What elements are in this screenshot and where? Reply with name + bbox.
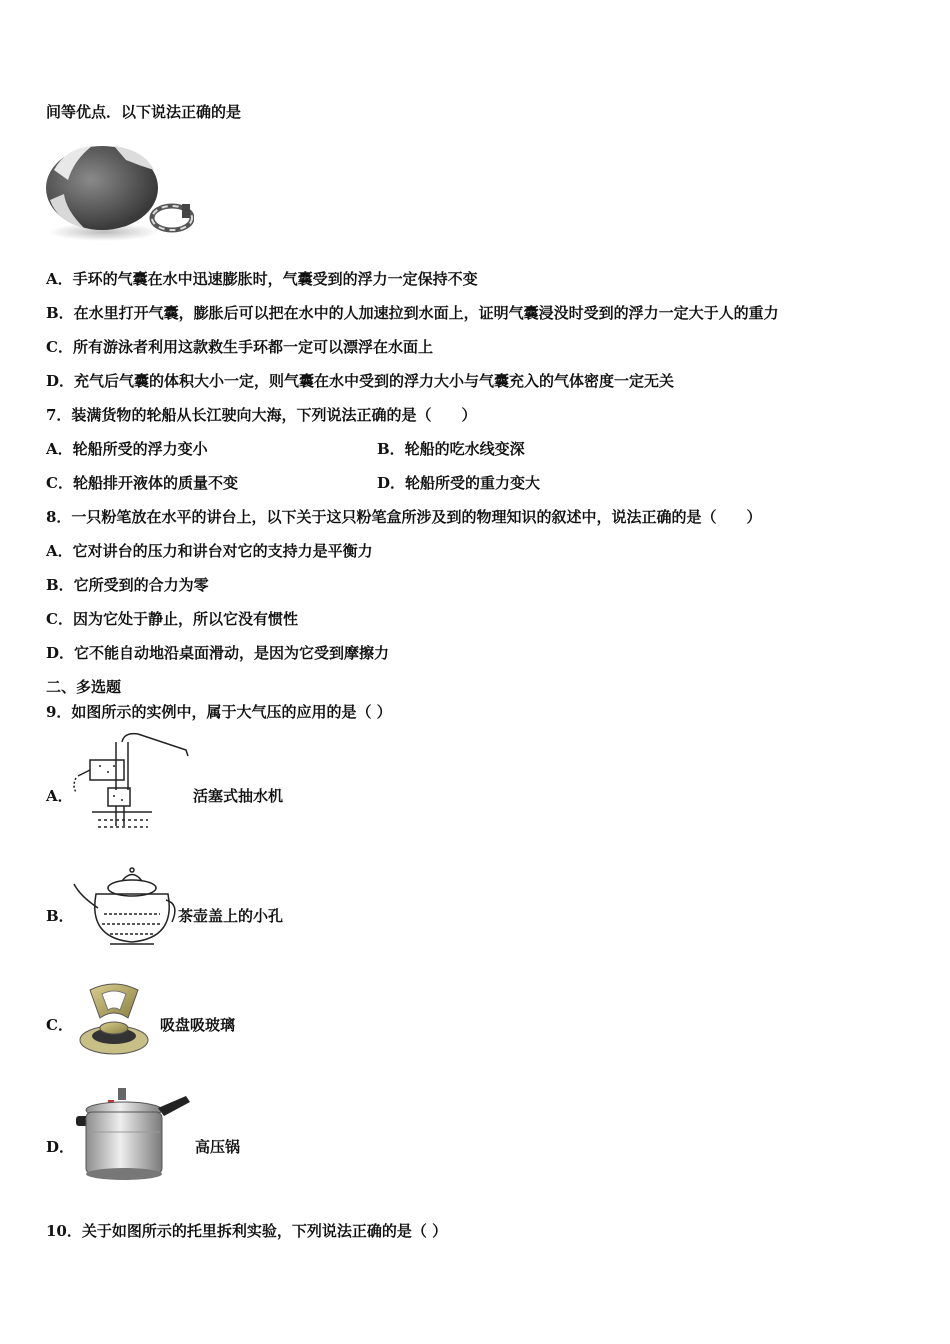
q6-option-a: A．手环的气囊在水中迅速膨胀时，气囊受到的浮力一定保持不变 <box>46 270 478 288</box>
q9-option-b-letter: B． <box>46 907 74 925</box>
q8-option-c: C．因为它处于静止，所以它没有惯性 <box>46 610 298 628</box>
q7-option-a: A．轮船所受的浮力变小 <box>46 440 208 458</box>
q8-option-b: B．它所受到的合力为零 <box>46 576 209 594</box>
wristband-airbag-figure <box>44 140 194 244</box>
q9-option-c-letter: C． <box>46 1016 73 1034</box>
q10-stem: 10．关于如图所示的托里拆利实验，下列说法正确的是（ ） <box>46 1222 448 1240</box>
q7-stem: 7．装满货物的轮船从长江驶向大海，下列说法正确的是（ ） <box>46 406 477 424</box>
q7-option-d: D．轮船所受的重力变大 <box>377 474 541 492</box>
q7-option-c: C．轮船排开液体的质量不变 <box>46 474 238 492</box>
q9-option-a-text: 活塞式抽水机 <box>193 787 284 805</box>
q6-option-d: D．充气后气囊的体积大小一定，则气囊在水中受到的浮力大小与气囊充入的气体密度一定无关 <box>46 372 675 390</box>
section-heading: 二、多选题 <box>46 678 122 696</box>
q9-stem: 9．如图所示的实例中，属于大气压的应用的是（ ） <box>46 703 392 721</box>
q7-option-b: B．轮船的吃水线变深 <box>377 440 525 458</box>
q8-option-d: D．它不能自动地沿桌面滑动，是因为它受到摩擦力 <box>46 644 390 662</box>
q8-option-a: A．它对讲台的压力和讲台对它的支持力是平衡力 <box>46 542 373 560</box>
q9-option-d-letter: D． <box>46 1138 75 1156</box>
q8-stem: 8．一只粉笔放在水平的讲台上，以下关于这只粉笔盒所涉及到的物理知识的叙述中，说法正确的是（ ） <box>46 508 762 526</box>
suction-cup-figure <box>76 978 152 1058</box>
q9-option-d-text: 高压锅 <box>195 1138 241 1156</box>
q9-option-c-text: 吸盘吸玻璃 <box>160 1016 236 1034</box>
q9-option-b-text: 茶壶盖上的小孔 <box>178 907 284 925</box>
teapot-figure <box>70 864 178 950</box>
q6-stem-tail: 间等优点．以下说法正确的是 <box>46 103 242 121</box>
q6-option-c: C．所有游泳者利用这款救生手环都一定可以漂浮在水面上 <box>46 338 433 356</box>
q6-option-b: B．在水里打开气囊，膨胀后可以把在水中的人加速拉到水面上，证明气囊浸没时受到的浮力一定大于人的重力 <box>46 304 779 322</box>
q9-option-a-letter: A． <box>46 787 73 805</box>
pressure-cooker-figure <box>74 1088 192 1184</box>
piston-pump-figure <box>68 730 192 834</box>
